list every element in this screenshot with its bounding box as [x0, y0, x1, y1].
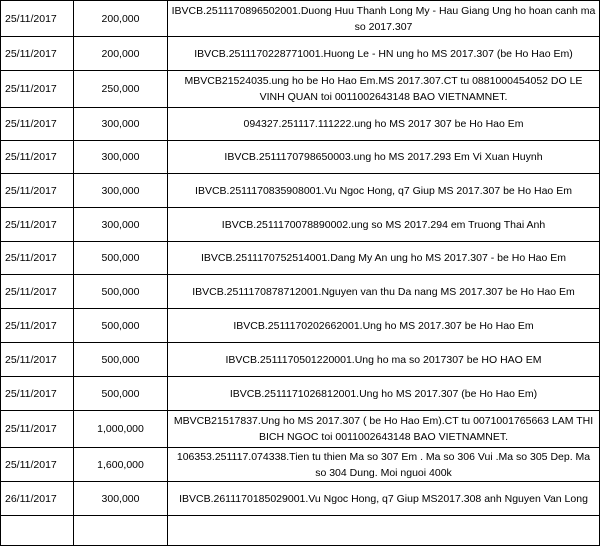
description-cell: IBVCB.2611170185029001.Vu Ngoc Hong, q7 Giup MS2017.308 anh Nguyen Van Long — [168, 482, 600, 516]
table-row — [1, 141, 600, 174]
amount-cell: 250,000 — [74, 71, 168, 108]
amount-cell: 500,000 — [74, 377, 168, 411]
description-cell: MBVCB21517837.Ung ho MS 2017.307 ( be Ho Hao Em).CT tu 0071001765663 LAM THI BICH NGOC toi 0011002643148 BAO VIETNAMNET. — [168, 411, 600, 448]
date-cell: 25/11/2017 — [1, 208, 74, 242]
table-row — [1, 275, 600, 309]
description-cell: IBVCB.2511170752514001.Dang My An ung ho MS 2017.307 - be Ho Hao Em — [168, 242, 600, 275]
date-cell: 25/11/2017 — [1, 411, 74, 448]
table-row — [1, 516, 600, 546]
date-cell: 26/11/2017 — [1, 482, 74, 516]
description-cell: IBVCB.2511171026812001.Ung ho MS 2017.307 (be Ho Hao Em) — [168, 377, 600, 411]
date-cell: 25/11/2017 — [1, 108, 74, 141]
amount-cell: 500,000 — [74, 242, 168, 275]
description-cell: IBVCB.2511170228771001.Huong Le - HN ung ho MS 2017.307 (be Ho Hao Em) — [168, 37, 600, 71]
description-cell: IBVCB.2511170501220001.Ung ho ma so 2017307 be HO HAO EM — [168, 343, 600, 377]
table-row — [1, 448, 600, 482]
table-row — [1, 242, 600, 275]
date-cell: 25/11/2017 — [1, 71, 74, 108]
table-row — [1, 377, 600, 411]
date-cell: 25/11/2017 — [1, 174, 74, 208]
amount-cell: 300,000 — [74, 208, 168, 242]
description-cell: IBVCB.2511170878712001.Nguyen van thu Da nang MS 2017.307 be Ho Hao Em — [168, 275, 600, 309]
amount-cell: 1,600,000 — [74, 448, 168, 482]
date-cell: 25/11/2017 — [1, 448, 74, 482]
date-cell: 25/11/2017 — [1, 275, 74, 309]
date-cell: 25/11/2017 — [1, 377, 74, 411]
description-cell: MBVCB21524035.ung ho be Ho Hao Em.MS 2017.307.CT tu 0881000454052 DO LE VINH QUAN toi 0011002643148 BAO VIETNAMNET. — [168, 71, 600, 108]
table-row — [1, 1, 600, 37]
table-row — [1, 37, 600, 71]
table-row — [1, 174, 600, 208]
date-cell: 25/11/2017 — [1, 242, 74, 275]
date-cell: 25/11/2017 — [1, 141, 74, 174]
amount-cell: 200,000 — [74, 1, 168, 37]
table-row — [1, 309, 600, 343]
description-cell — [168, 516, 600, 546]
amount-cell: 300,000 — [74, 482, 168, 516]
amount-cell: 500,000 — [74, 275, 168, 309]
table-row — [1, 208, 600, 242]
date-cell: 25/11/2017 — [1, 309, 74, 343]
amount-cell: 300,000 — [74, 141, 168, 174]
description-cell: IBVCB.2511170798650003.ung ho MS 2017.293 Em Vi Xuan Huynh — [168, 141, 600, 174]
amount-cell: 500,000 — [74, 309, 168, 343]
table-row — [1, 411, 600, 448]
description-cell: IBVCB.2511170896502001.Duong Huu Thanh Long My - Hau Giang Ung ho hoan canh ma so 2017.307 — [168, 1, 600, 37]
table-row — [1, 71, 600, 108]
table-row — [1, 482, 600, 516]
amount-cell: 500,000 — [74, 343, 168, 377]
date-cell: 25/11/2017 — [1, 1, 74, 37]
date-cell: 25/11/2017 — [1, 37, 74, 71]
amount-cell: 300,000 — [74, 108, 168, 141]
table-row — [1, 108, 600, 141]
table-row — [1, 343, 600, 377]
amount-cell — [74, 516, 168, 546]
description-cell: IBVCB.2511170202662001.Ung ho MS 2017.307 be Ho Hao Em — [168, 309, 600, 343]
amount-cell: 1,000,000 — [74, 411, 168, 448]
date-cell — [1, 516, 74, 546]
date-cell: 25/11/2017 — [1, 343, 74, 377]
description-cell: 106353.251117.074338.Tien tu thien Ma so 307 Em . Ma so 306 Vui .Ma so 305 Dep. Ma so 304 Dung. Moi nguoi 400k — [168, 448, 600, 482]
description-cell: IBVCB.2511170835908001.Vu Ngoc Hong, q7 Giup MS 2017.307 be Ho Hao Em — [168, 174, 600, 208]
amount-cell: 200,000 — [74, 37, 168, 71]
amount-cell: 300,000 — [74, 174, 168, 208]
description-cell: IBVCB.2511170078890002.ung so MS 2017.294 em Truong Thai Anh — [168, 208, 600, 242]
description-cell: 094327.251117.111222.ung ho MS 2017 307 be Ho Hao Em — [168, 108, 600, 141]
